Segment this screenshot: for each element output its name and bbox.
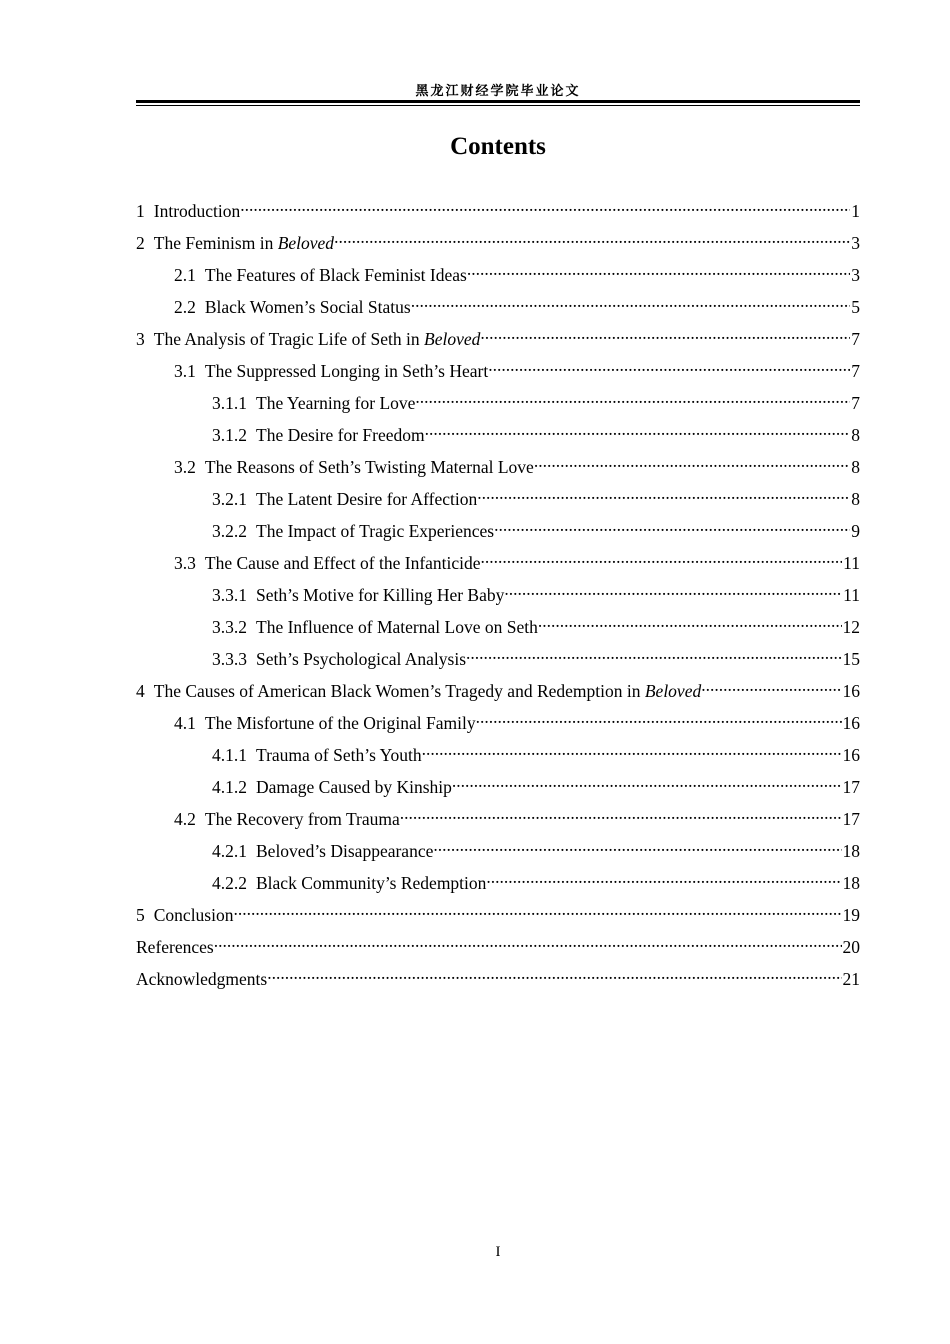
toc-entry-label <box>174 711 476 735</box>
page-number: I <box>495 1244 501 1260</box>
toc-entry-number: 5 <box>136 905 145 925</box>
toc-leader-dots <box>481 545 843 569</box>
toc-entry-title: Seth’s Motive for Killing Her Baby <box>256 585 505 605</box>
toc-entry-page: 16 <box>842 745 860 765</box>
toc-entry-number: 3.3.2 <box>212 617 247 637</box>
toc-entry-number: 4.2.2 <box>212 873 247 893</box>
toc-entry-number: 4.2.1 <box>212 841 247 861</box>
toc-leader-dots <box>400 801 842 825</box>
toc-entry-number: 3.1 <box>174 361 196 381</box>
toc-entry-page: 20 <box>842 937 860 957</box>
toc-entry-number: 3.2.2 <box>212 521 247 541</box>
toc-entry-number: 3.3.3 <box>212 649 247 669</box>
toc-entry-title: The Impact of Tragic Experiences <box>256 521 495 541</box>
toc-entry[interactable] <box>136 929 860 961</box>
toc-entry-label <box>136 903 233 927</box>
toc-entry-label <box>212 519 494 543</box>
toc-entry[interactable] <box>136 449 860 481</box>
toc-entry-page: 18 <box>842 873 860 893</box>
toc-entry-page: 7 <box>851 329 860 349</box>
toc-entry-page: 3 <box>851 233 860 253</box>
toc-entry[interactable] <box>136 609 860 641</box>
toc-entry-title: The Analysis of Tragic Life of Seth in <box>153 329 425 349</box>
header-rule-thin <box>136 105 860 106</box>
toc-entry-label <box>174 807 400 831</box>
toc-entry-page: 17 <box>842 777 860 797</box>
toc-entry-label <box>212 647 466 671</box>
toc-entry-title: Damage Caused by Kinship <box>256 777 452 797</box>
toc-entry[interactable] <box>136 769 860 801</box>
toc-entry-page: 11 <box>843 553 860 573</box>
toc-leader-dots <box>504 577 842 601</box>
toc-leader-dots <box>488 353 850 377</box>
toc-entry-label <box>174 551 481 575</box>
toc-entry-page: 8 <box>851 489 860 509</box>
toc-leader-dots <box>425 417 851 441</box>
toc-entry-number: 3.1.2 <box>212 425 247 445</box>
running-header: 黑龙江财经学院毕业论文 <box>415 84 581 99</box>
toc-entry-label <box>174 359 488 383</box>
toc-entry-label <box>212 615 538 639</box>
toc-entry[interactable] <box>136 673 860 705</box>
toc-entry-title: The Reasons of Seth’s Twisting Maternal Love <box>204 457 534 477</box>
toc-entry-title: Trauma of Seth’s Youth <box>256 745 422 765</box>
toc-entry-number: 3.3.1 <box>212 585 247 605</box>
toc-entry-title: The Misfortune of the Original Family <box>204 713 476 733</box>
toc-entry-label <box>212 583 504 607</box>
toc-leader-dots <box>480 321 850 345</box>
page-title: Contents <box>450 133 546 160</box>
toc-leader-dots <box>538 609 842 633</box>
toc-entry[interactable] <box>136 321 860 353</box>
toc-leader-dots <box>494 513 850 537</box>
toc-entry-title: Conclusion <box>153 905 234 925</box>
toc-entry[interactable] <box>136 385 860 417</box>
toc-entry-page: 5 <box>851 297 860 317</box>
toc-entry-italic-title: Beloved <box>644 681 702 701</box>
toc-entry[interactable] <box>136 289 860 321</box>
toc-entry-page: 16 <box>842 713 860 733</box>
toc-leader-dots <box>411 289 851 313</box>
toc-entry-page: 9 <box>851 521 860 541</box>
toc-entry[interactable] <box>136 353 860 385</box>
toc-leader-dots <box>267 961 841 985</box>
toc-entry-label <box>212 423 425 447</box>
toc-entry-title: The Yearning for Love <box>256 393 416 413</box>
toc-leader-dots <box>466 641 842 665</box>
toc-leader-dots <box>415 385 850 409</box>
toc-entry-page: 19 <box>842 905 860 925</box>
toc-entry-label <box>212 839 433 863</box>
toc-entry-page: 8 <box>851 457 860 477</box>
toc-leader-dots <box>467 257 850 281</box>
table-of-contents <box>136 193 860 993</box>
toc-entry-title: The Latent Desire for Affection <box>256 489 478 509</box>
toc-entry[interactable] <box>136 257 860 289</box>
toc-entry-number: 2.2 <box>174 297 196 317</box>
toc-entry[interactable] <box>136 833 860 865</box>
toc-entry-title: Seth’s Psychological Analysis <box>256 649 466 669</box>
toc-entry[interactable] <box>136 577 860 609</box>
toc-leader-dots <box>477 481 850 505</box>
toc-entry-number: 3.3 <box>174 553 196 573</box>
toc-entry-title: The Desire for Freedom <box>256 425 425 445</box>
toc-entry-page: 7 <box>851 393 860 413</box>
toc-entry-title: The Features of Black Feminist Ideas <box>204 265 467 285</box>
toc-leader-dots <box>240 193 850 217</box>
toc-leader-dots <box>433 833 841 857</box>
toc-entry-label <box>174 295 411 319</box>
toc-entry-italic-title: Beloved <box>424 329 481 349</box>
toc-entry-title: The Suppressed Longing in Seth’s Heart <box>204 361 489 381</box>
toc-leader-dots <box>214 929 842 953</box>
toc-entry[interactable] <box>136 417 860 449</box>
toc-leader-dots <box>534 449 850 473</box>
toc-entry-label <box>136 199 240 223</box>
toc-entry-number: 3.2.1 <box>212 489 247 509</box>
toc-leader-dots <box>701 673 841 697</box>
toc-entry-page: 11 <box>843 585 860 605</box>
toc-entry-title: Black Women’s Social Status <box>204 297 411 317</box>
toc-entry-page: 7 <box>851 361 860 381</box>
toc-entry-title: Black Community’s Redemption <box>256 873 487 893</box>
toc-entry-page: 3 <box>851 265 860 285</box>
toc-entry-number: 1 <box>136 201 145 221</box>
toc-entry-label <box>136 679 701 703</box>
toc-entry-label <box>136 231 334 255</box>
toc-entry-label <box>212 743 422 767</box>
toc-entry-title: The Causes of American Black Women’s Tragedy and Redemption in <box>153 681 645 701</box>
toc-entry-title: The Cause and Effect of the Infanticide <box>204 553 481 573</box>
toc-entry-label <box>212 871 486 895</box>
toc-entry-page: 1 <box>851 201 860 221</box>
toc-entry-number: 2 <box>136 233 145 253</box>
toc-leader-dots <box>486 865 841 889</box>
toc-entry[interactable] <box>136 225 860 257</box>
toc-entry-title: Introduction <box>153 201 241 221</box>
toc-entry-number: 2.1 <box>174 265 196 285</box>
toc-leader-dots <box>422 737 842 761</box>
toc-entry-number: 3 <box>136 329 145 349</box>
toc-entry-title: The Influence of Maternal Love on Seth <box>256 617 538 637</box>
toc-entry-label <box>136 935 214 959</box>
toc-leader-dots <box>233 897 841 921</box>
toc-entry-title: References <box>136 937 214 957</box>
toc-entry-italic-title: Beloved <box>277 233 335 253</box>
toc-entry-page: 18 <box>842 841 860 861</box>
toc-entry-number: 4.1 <box>174 713 196 733</box>
toc-entry-number: 4 <box>136 681 145 701</box>
toc-entry[interactable] <box>136 513 860 545</box>
toc-entry-title: The Feminism in <box>153 233 278 253</box>
toc-entry[interactable] <box>136 641 860 673</box>
toc-entry[interactable] <box>136 737 860 769</box>
toc-entry-label <box>212 391 415 415</box>
toc-entry[interactable] <box>136 961 860 993</box>
toc-entry[interactable] <box>136 193 860 225</box>
toc-entry-title: The Recovery from Trauma <box>204 809 400 829</box>
toc-leader-dots <box>334 225 850 249</box>
toc-leader-dots <box>476 705 842 729</box>
toc-entry-label <box>174 455 534 479</box>
toc-entry-label <box>136 967 267 991</box>
toc-entry-title: Beloved’s Disappearance <box>256 841 434 861</box>
toc-entry-number: 4.2 <box>174 809 196 829</box>
toc-entry[interactable] <box>136 801 860 833</box>
toc-entry-label <box>136 327 480 351</box>
toc-entry[interactable] <box>136 897 860 929</box>
toc-entry-page: 15 <box>842 649 860 669</box>
toc-entry-page: 8 <box>851 425 860 445</box>
toc-leader-dots <box>452 769 842 793</box>
toc-entry-label <box>212 487 477 511</box>
toc-entry-title: Acknowledgments <box>136 969 268 989</box>
toc-entry-page: 21 <box>842 969 860 989</box>
toc-entry-number: 4.1.1 <box>212 745 247 765</box>
toc-entry[interactable] <box>136 865 860 897</box>
toc-entry[interactable] <box>136 545 860 577</box>
toc-entry-page: 12 <box>842 617 860 637</box>
toc-entry-page: 16 <box>842 681 860 701</box>
toc-entry-page: 17 <box>842 809 860 829</box>
header-rule-thick <box>136 100 860 103</box>
toc-entry-number: 3.1.1 <box>212 393 247 413</box>
toc-entry[interactable] <box>136 705 860 737</box>
toc-entry[interactable] <box>136 481 860 513</box>
toc-entry-label <box>174 263 467 287</box>
toc-entry-number: 3.2 <box>174 457 196 477</box>
toc-entry-label <box>212 775 452 799</box>
toc-entry-number: 4.1.2 <box>212 777 247 797</box>
